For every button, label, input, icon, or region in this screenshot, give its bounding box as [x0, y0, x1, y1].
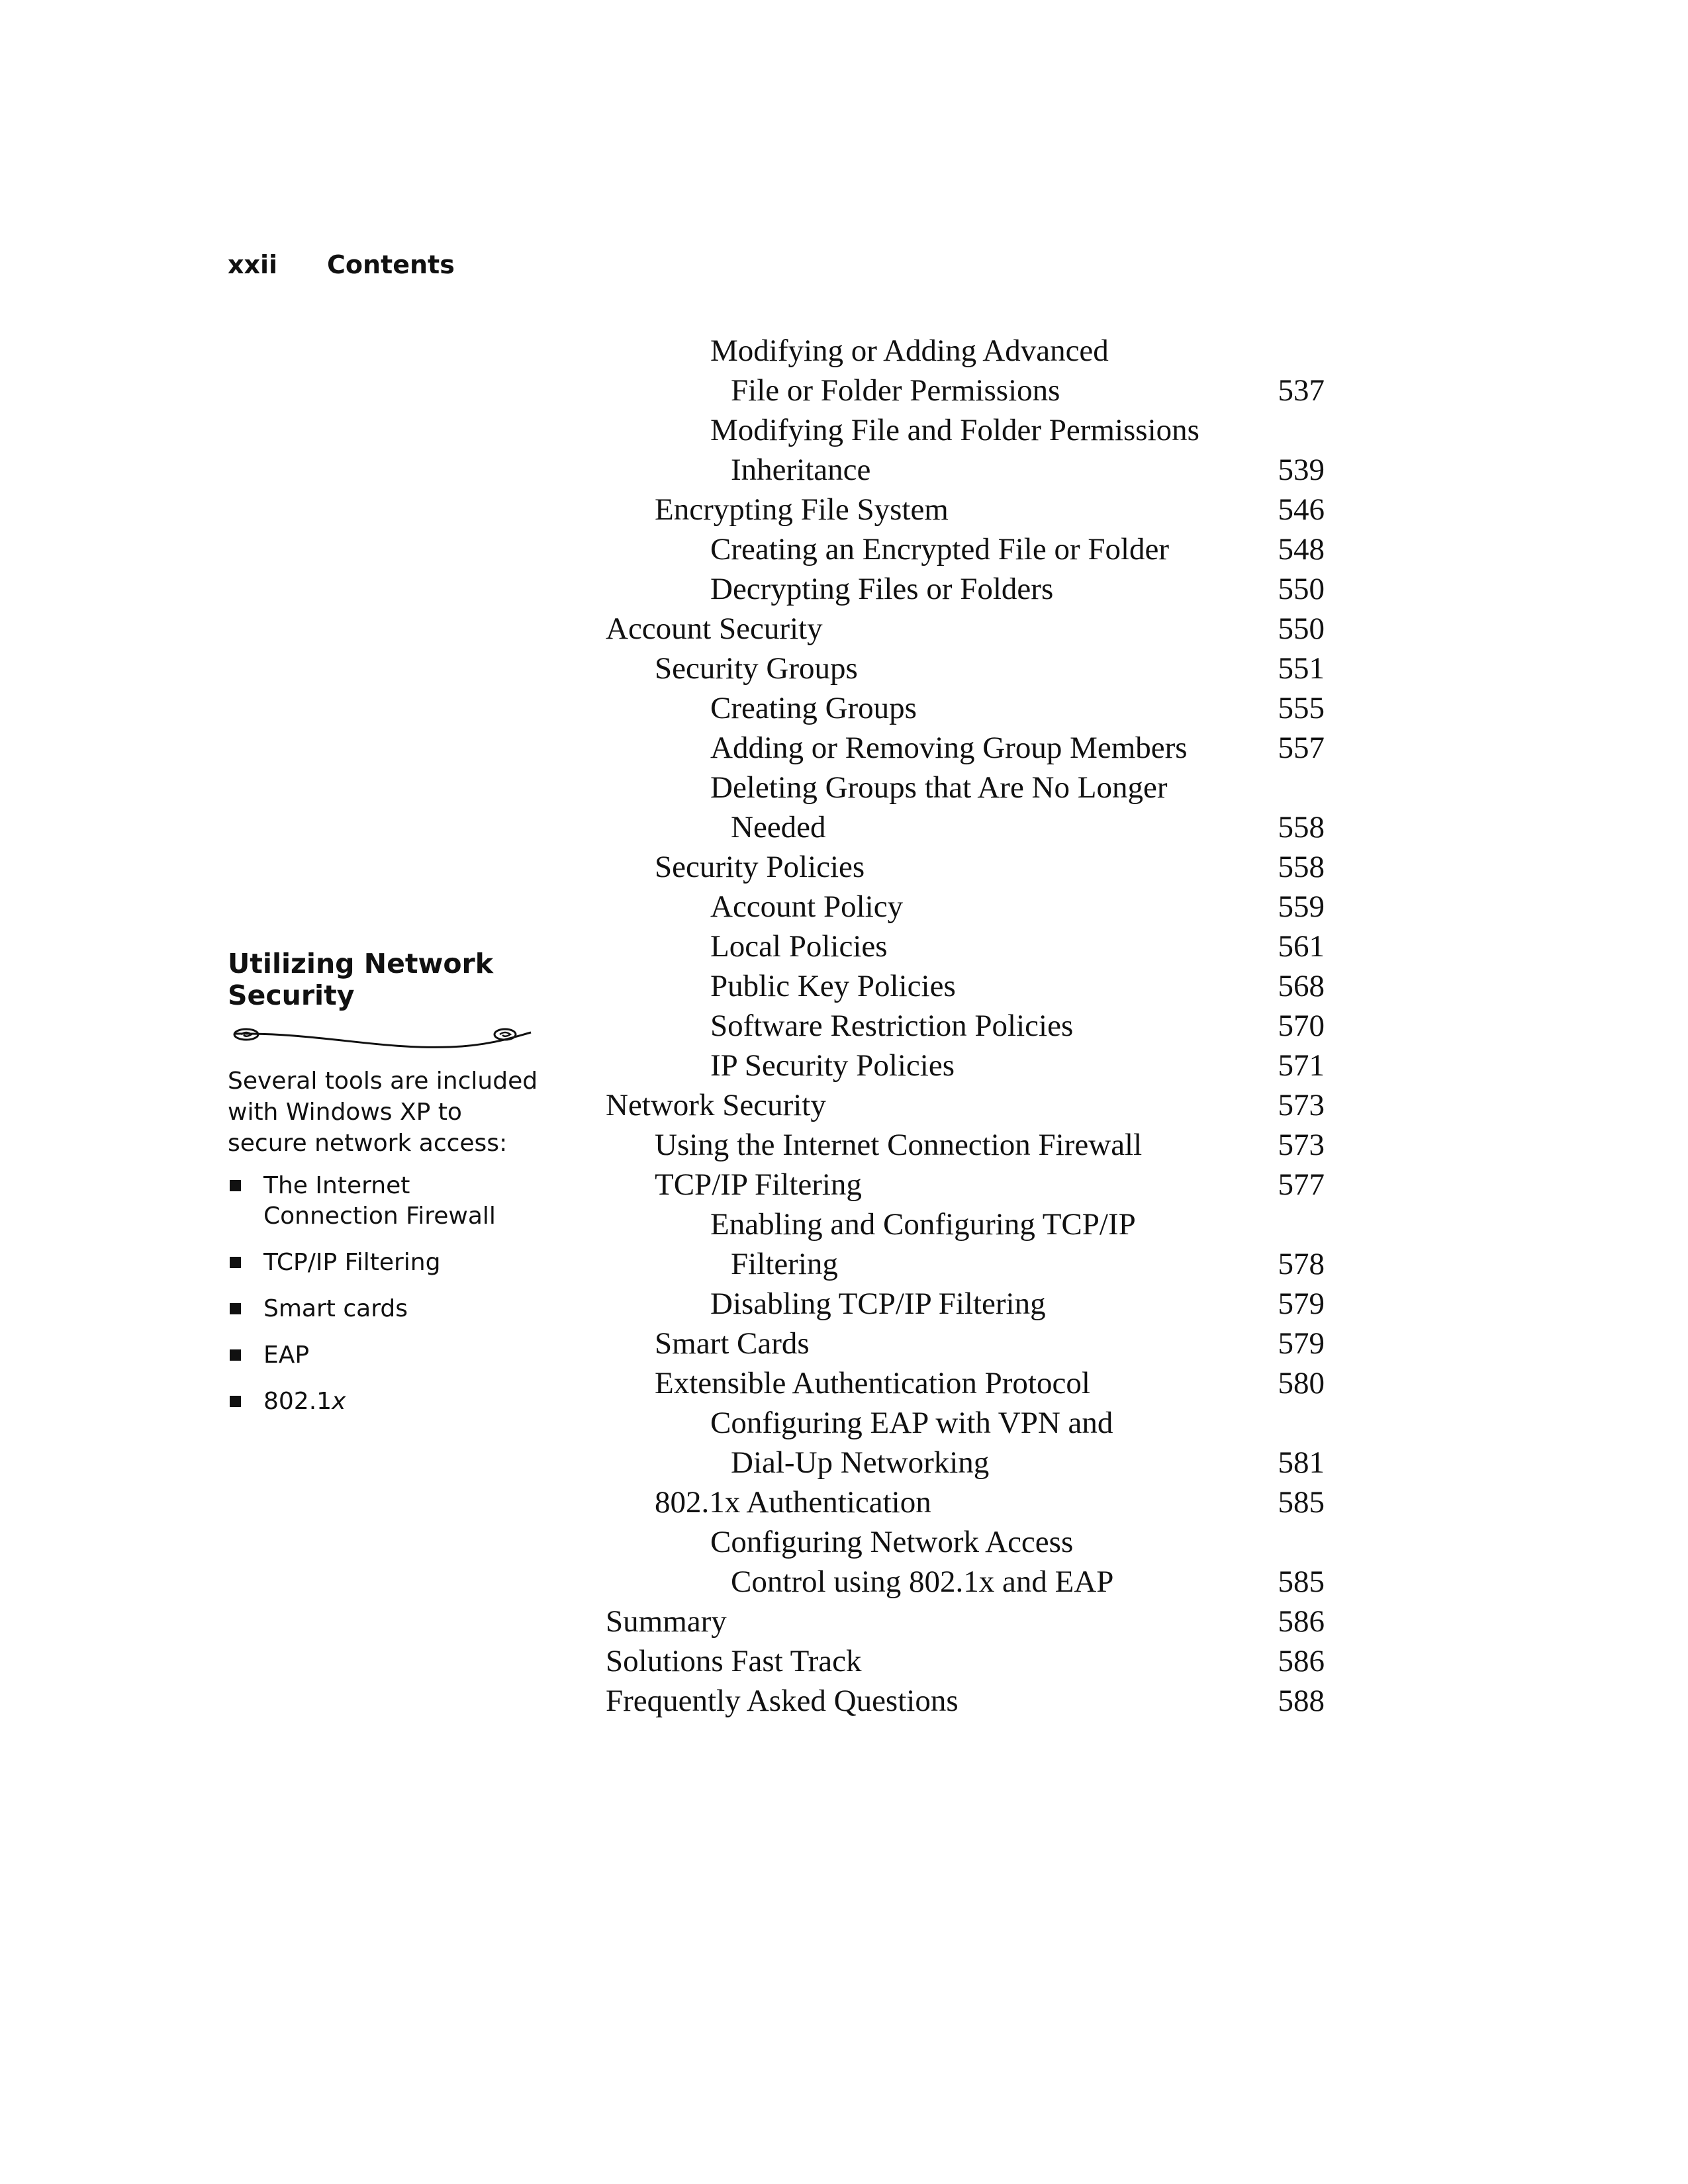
toc-entry-title: TCP/IP Filtering	[655, 1167, 862, 1202]
toc-entry	[0, 847, 1688, 887]
toc-entry-page-number: 537	[1278, 373, 1325, 408]
toc-entry-title: Dial-Up Networking	[731, 1445, 990, 1480]
toc-entry	[0, 1681, 1688, 1721]
toc-entry-title: Network Security	[606, 1088, 826, 1122]
toc-entry	[0, 1165, 1688, 1205]
toc-entry-title: Creating Groups	[710, 691, 917, 725]
toc-entry-page-number: 580	[1278, 1366, 1325, 1400]
toc-entry-title: Adding or Removing Group Members	[710, 731, 1188, 765]
toc-entry	[0, 450, 1688, 490]
toc-entry	[0, 1562, 1688, 1602]
toc-entry-page-number: 581	[1278, 1445, 1325, 1480]
toc-entry	[0, 1244, 1688, 1284]
toc-entry-page-number: 578	[1278, 1247, 1325, 1281]
toc-entry-page-number: 558	[1278, 810, 1325, 844]
toc-entry	[0, 807, 1688, 847]
toc-entry-page-number: 546	[1278, 492, 1325, 527]
toc-entry-title: Smart Cards	[655, 1326, 810, 1361]
section-title: Contents	[327, 250, 455, 279]
toc-entry-title: Modifying or Adding Advanced	[710, 334, 1109, 368]
toc-entry	[0, 966, 1688, 1006]
toc-entry	[0, 609, 1688, 649]
toc-entry-title: Encrypting File System	[655, 492, 949, 527]
toc-entry-title: Frequently Asked Questions	[606, 1684, 959, 1718]
toc-entry	[0, 1602, 1688, 1641]
toc-entry-title: Modifying File and Folder Permissions	[710, 413, 1199, 447]
toc-entry-page-number: 573	[1278, 1088, 1325, 1122]
toc-entry	[0, 569, 1688, 609]
toc-entry	[0, 1046, 1688, 1085]
toc-entry-page-number: 568	[1278, 969, 1325, 1003]
toc-entry-title: Security Policies	[655, 850, 865, 884]
toc-entry-title: Creating an Encrypted File or Folder	[710, 532, 1170, 567]
toc-entry-title: Extensible Authentication Protocol	[655, 1366, 1090, 1400]
toc-entry-page-number: 561	[1278, 929, 1325, 964]
toc-entry-page-number: 551	[1278, 651, 1325, 686]
toc-entry-title: File or Folder Permissions	[731, 373, 1060, 408]
toc-entry-title: Deleting Groups that Are No Longer	[710, 770, 1168, 805]
list-item-label: The Internet	[263, 1172, 410, 1199]
toc-entry-page-number: 539	[1278, 453, 1325, 487]
list-item-label: Connection Firewall	[263, 1203, 496, 1230]
toc-entry-page-number: 555	[1278, 691, 1325, 725]
toc-entry	[0, 927, 1688, 966]
sidebar-intro-line: secure network access:	[228, 1130, 508, 1157]
toc-entry-title: Account Policy	[710, 889, 904, 924]
toc-entry	[0, 768, 1688, 807]
toc-entry-title: Enabling and Configuring TCP/IP	[710, 1207, 1136, 1242]
toc-entry-page-number: 588	[1278, 1684, 1325, 1718]
toc-entry-title: Summary	[606, 1604, 727, 1639]
toc-entry-title: Needed	[731, 810, 826, 844]
list-item-prefix: 802.1	[263, 1388, 332, 1415]
toc-entry-page-number: 558	[1278, 850, 1325, 884]
toc-entry	[0, 1324, 1688, 1363]
toc-entry-title: Account Security	[606, 612, 823, 646]
toc-entry-page-number: 570	[1278, 1009, 1325, 1043]
toc-entry	[0, 1085, 1688, 1125]
toc-entry-title: IP Security Policies	[710, 1048, 955, 1083]
toc-entry-page-number: 585	[1278, 1565, 1325, 1599]
toc-entry	[0, 649, 1688, 688]
toc-entry	[0, 1403, 1688, 1443]
toc-entry-page-number: 585	[1278, 1485, 1325, 1520]
running-head	[228, 250, 455, 279]
toc-entry-page-number: 548	[1278, 532, 1325, 567]
list-item-label: TCP/IP Filtering	[263, 1249, 441, 1276]
toc-entry-title: Local Policies	[710, 929, 888, 964]
toc-entry-title: Security Groups	[655, 651, 858, 686]
toc-entry	[0, 1482, 1688, 1522]
toc-entry	[0, 490, 1688, 529]
sidebar-title-line: Security	[228, 979, 355, 1011]
toc-entry-page-number: 586	[1278, 1644, 1325, 1678]
toc-entry	[0, 1125, 1688, 1165]
toc-entry-title: Public Key Policies	[710, 969, 956, 1003]
list-item-italic: x	[332, 1388, 346, 1415]
toc-entry	[0, 331, 1688, 371]
toc-entry-page-number: 579	[1278, 1287, 1325, 1321]
list-item-label: EAP	[263, 1342, 310, 1369]
toc-entry-title: Inheritance	[731, 453, 871, 487]
toc-entry-title: Configuring EAP with VPN and	[710, 1406, 1113, 1440]
toc-entry-page-number: 557	[1278, 731, 1325, 765]
toc-entry	[0, 410, 1688, 450]
toc-entry-page-number: 550	[1278, 612, 1325, 646]
toc-entry	[0, 1006, 1688, 1046]
page-number: xxii	[228, 250, 278, 279]
toc-entry	[0, 1363, 1688, 1403]
toc-entry	[0, 728, 1688, 768]
list-item-label: Smart cards	[263, 1295, 408, 1322]
toc-entry-page-number: 571	[1278, 1048, 1325, 1083]
toc-entry-page-number: 559	[1278, 889, 1325, 924]
toc-entry-page-number: 579	[1278, 1326, 1325, 1361]
table-of-contents	[0, 331, 1688, 1721]
toc-entry	[0, 887, 1688, 927]
toc-entry	[0, 529, 1688, 569]
toc-entry-page-number: 586	[1278, 1604, 1325, 1639]
toc-entry	[0, 1284, 1688, 1324]
sidebar-title-line: Utilizing Network	[228, 948, 494, 979]
toc-entry-title: Decrypting Files or Folders	[710, 572, 1054, 606]
toc-entry-title: Software Restriction Policies	[710, 1009, 1074, 1043]
toc-entry-page-number: 550	[1278, 572, 1325, 606]
toc-entry-title: Configuring Network Access	[710, 1525, 1074, 1559]
toc-entry-title: Solutions Fast Track	[606, 1644, 862, 1678]
toc-entry	[0, 688, 1688, 728]
toc-entry-title: Filtering	[731, 1247, 838, 1281]
toc-entry	[0, 1443, 1688, 1482]
sidebar-intro-line: Several tools are included	[228, 1068, 538, 1095]
toc-entry	[0, 1641, 1688, 1681]
toc-entry-page-number: 577	[1278, 1167, 1325, 1202]
toc-entry	[0, 1205, 1688, 1244]
toc-entry	[0, 371, 1688, 410]
toc-entry-title: Using the Internet Connection Firewall	[655, 1128, 1143, 1162]
toc-entry-title: Control using 802.1x and EAP	[731, 1565, 1114, 1599]
toc-entry-page-number: 573	[1278, 1128, 1325, 1162]
sidebar-intro-line: with Windows XP to	[228, 1099, 462, 1126]
toc-entry-title: 802.1x Authentication	[655, 1485, 931, 1520]
toc-entry	[0, 1522, 1688, 1562]
toc-entry-title: Disabling TCP/IP Filtering	[710, 1287, 1046, 1321]
